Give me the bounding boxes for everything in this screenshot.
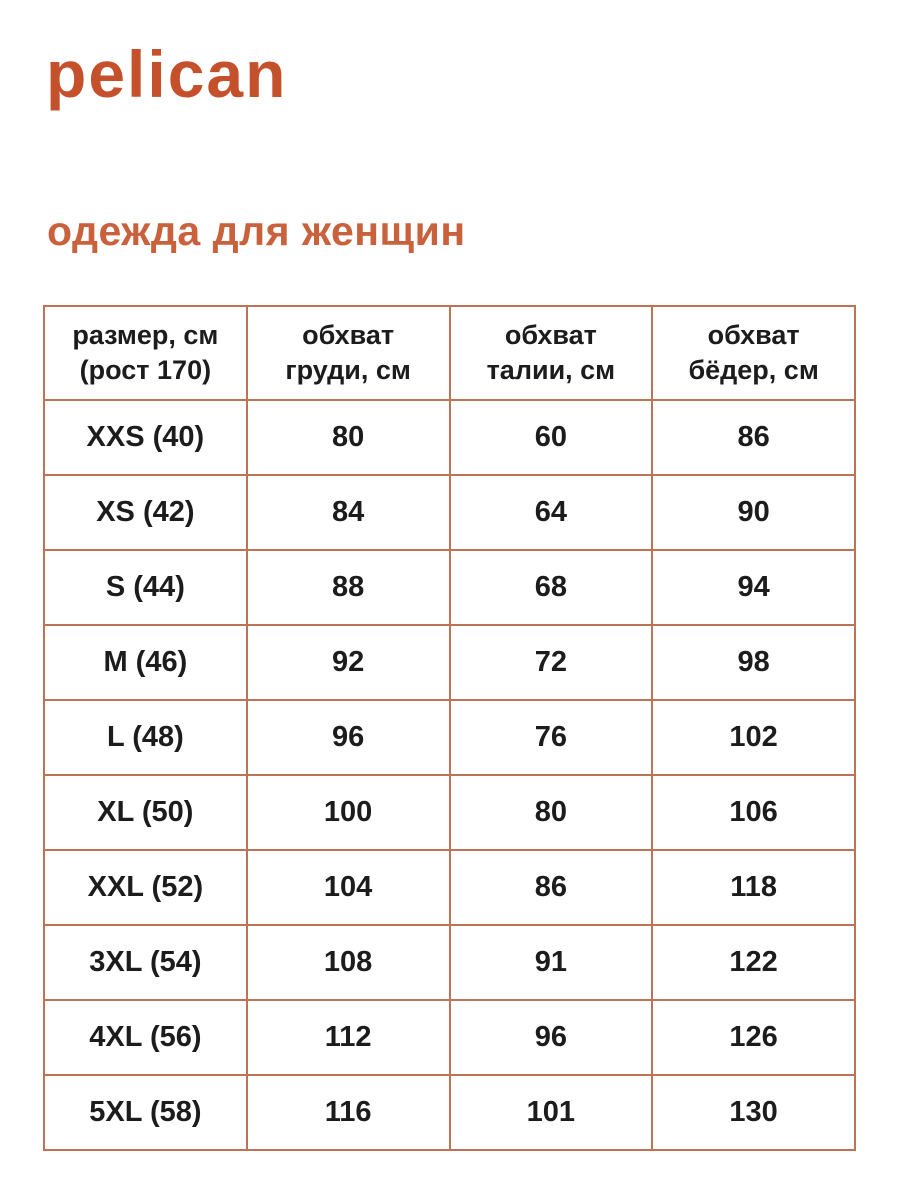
cell-hips: 118 bbox=[652, 850, 855, 925]
cell-chest: 104 bbox=[247, 850, 450, 925]
cell-hips: 130 bbox=[652, 1075, 855, 1150]
page-title: одежда для женщин bbox=[47, 208, 466, 254]
size-table bbox=[43, 305, 856, 1151]
cell-size: M (46) bbox=[44, 625, 247, 700]
table-row bbox=[44, 925, 855, 1000]
cell-hips: 122 bbox=[652, 925, 855, 1000]
cell-waist: 68 bbox=[450, 550, 653, 625]
cell-waist: 76 bbox=[450, 700, 653, 775]
size-table-body bbox=[44, 400, 855, 1150]
col-header-chest-line1: обхват bbox=[302, 319, 395, 350]
cell-waist: 96 bbox=[450, 1000, 653, 1075]
cell-chest: 88 bbox=[247, 550, 450, 625]
col-header-chest bbox=[247, 306, 450, 400]
cell-waist: 80 bbox=[450, 775, 653, 850]
brand-logo: pelican bbox=[46, 37, 288, 111]
cell-chest: 108 bbox=[247, 925, 450, 1000]
cell-size: 5XL (58) bbox=[44, 1075, 247, 1150]
header-row bbox=[44, 306, 855, 400]
table-row bbox=[44, 400, 855, 475]
cell-chest: 100 bbox=[247, 775, 450, 850]
cell-hips: 86 bbox=[652, 400, 855, 475]
cell-waist: 60 bbox=[450, 400, 653, 475]
table-row bbox=[44, 1000, 855, 1075]
cell-chest: 116 bbox=[247, 1075, 450, 1150]
cell-hips: 126 bbox=[652, 1000, 855, 1075]
cell-size: S (44) bbox=[44, 550, 247, 625]
cell-waist: 101 bbox=[450, 1075, 653, 1150]
cell-chest: 84 bbox=[247, 475, 450, 550]
cell-size: 4XL (56) bbox=[44, 1000, 247, 1075]
cell-size: XXS (40) bbox=[44, 400, 247, 475]
cell-waist: 91 bbox=[450, 925, 653, 1000]
cell-hips: 106 bbox=[652, 775, 855, 850]
cell-hips: 90 bbox=[652, 475, 855, 550]
col-header-size-line2: (рост 170) bbox=[79, 355, 212, 385]
cell-size: L (48) bbox=[44, 700, 247, 775]
table-row bbox=[44, 475, 855, 550]
col-header-hips-line1: обхват bbox=[707, 319, 800, 350]
cell-size: XS (42) bbox=[44, 475, 247, 550]
col-header-waist bbox=[450, 306, 653, 400]
cell-waist: 64 bbox=[450, 475, 653, 550]
col-header-waist-line1: обхват bbox=[504, 319, 597, 350]
col-header-hips bbox=[652, 306, 855, 400]
cell-waist: 86 bbox=[450, 850, 653, 925]
table-row bbox=[44, 625, 855, 700]
cell-size: XL (50) bbox=[44, 775, 247, 850]
col-header-waist-line2: талии, см bbox=[486, 355, 616, 385]
col-header-hips-line2: бёдер, см bbox=[688, 355, 819, 385]
table-row bbox=[44, 1075, 855, 1150]
cell-chest: 96 bbox=[247, 700, 450, 775]
col-header-size bbox=[44, 306, 247, 400]
cell-hips: 98 bbox=[652, 625, 855, 700]
col-header-size-line1: размер, см bbox=[72, 319, 219, 350]
table-row bbox=[44, 850, 855, 925]
cell-chest: 80 bbox=[247, 400, 450, 475]
size-table-header bbox=[44, 306, 855, 400]
cell-size: 3XL (54) bbox=[44, 925, 247, 1000]
table-row bbox=[44, 775, 855, 850]
table-row bbox=[44, 700, 855, 775]
cell-size: XXL (52) bbox=[44, 850, 247, 925]
table-row bbox=[44, 550, 855, 625]
cell-chest: 92 bbox=[247, 625, 450, 700]
cell-hips: 94 bbox=[652, 550, 855, 625]
col-header-chest-line2: груди, см bbox=[285, 355, 411, 385]
cell-chest: 112 bbox=[247, 1000, 450, 1075]
cell-hips: 102 bbox=[652, 700, 855, 775]
cell-waist: 72 bbox=[450, 625, 653, 700]
